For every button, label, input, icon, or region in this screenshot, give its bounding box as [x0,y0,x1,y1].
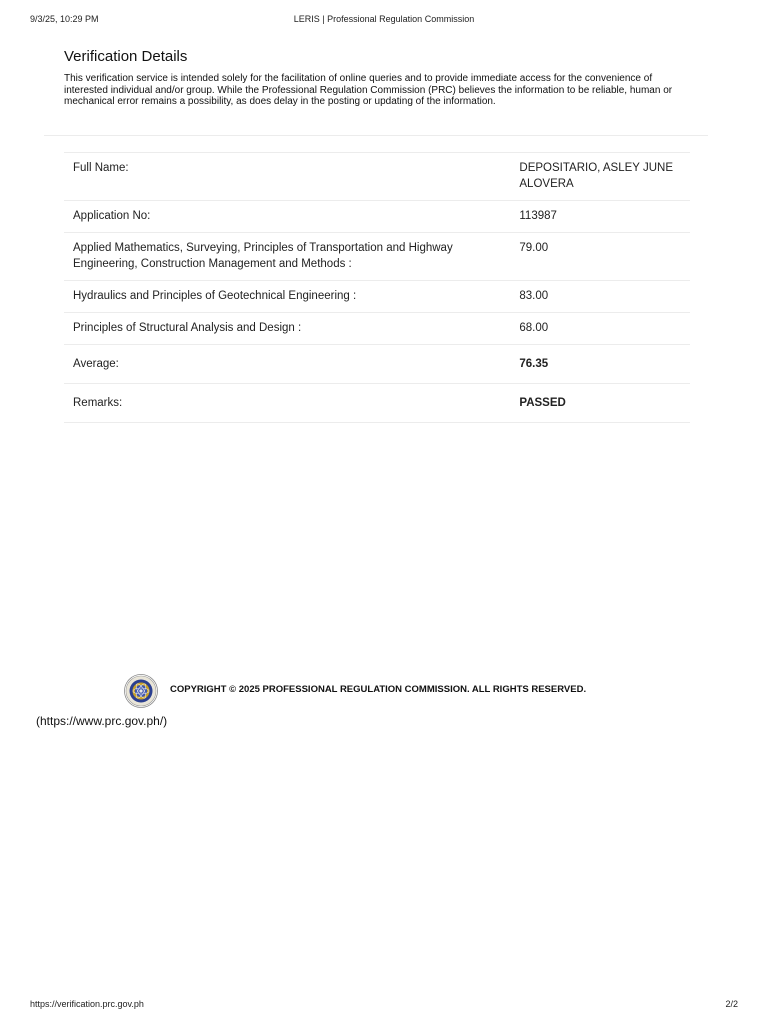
remarks-value: PASSED [501,384,690,423]
full-name-label: Full Name: [64,153,501,201]
subject-2-label: Hydraulics and Principles of Geotechnical Engineering : [64,281,501,313]
print-page-title: LERIS | Professional Regulation Commission [293,14,475,24]
subject-1-score: 79.00 [501,233,690,281]
table-row [64,384,690,423]
print-datetime: 9/3/25, 10:29 PM [30,14,99,24]
subject-3-label: Principles of Structural Analysis and Design : [64,313,501,345]
average-label: Average: [64,345,501,384]
average-value: 76.35 [501,345,690,384]
table-row [64,201,690,233]
print-header [0,14,768,28]
prc-seal-icon [124,674,158,708]
table-row [64,313,690,345]
print-page-number: 2/2 [725,999,738,1009]
table-row [64,281,690,313]
remarks-label: Remarks: [64,384,501,423]
print-url: https://verification.prc.gov.ph [30,999,144,1009]
application-no-value: 113987 [501,201,690,233]
subject-1-label: Applied Mathematics, Surveying, Principles of Transportation and Highway Engineering, Construction Management and Methods : [64,233,501,281]
table-row [64,233,690,281]
full-name-value: DEPOSITARIO, ASLEY JUNE ALOVERA [501,153,690,201]
prc-website-link[interactable]: (https://www.prc.gov.ph/) [36,714,168,728]
subject-2-score: 83.00 [501,281,690,313]
application-no-label: Application No: [64,201,501,233]
page-title: Verification Details [64,48,188,65]
section-divider [44,135,708,136]
table-row [64,345,690,384]
site-footer [124,674,684,708]
disclaimer-text: This verification service is intended solely for the facilitation of online queries and to provide immediate access for the convenience of interested individual and/or group. While the Professional Regulation Commission (PRC) believes the information to be reliable, human or mechanical error remains a possibility, as does delay in the posting or updating of the information. [64,73,673,107]
print-footer [0,999,768,1013]
subject-3-score: 68.00 [501,313,690,345]
copyright-text: COPYRIGHT © 2025 PROFESSIONAL REGULATION COMMISSION. ALL RIGHTS RESERVED. [170,684,587,695]
table-row [64,153,690,201]
verification-details-table [64,152,690,423]
